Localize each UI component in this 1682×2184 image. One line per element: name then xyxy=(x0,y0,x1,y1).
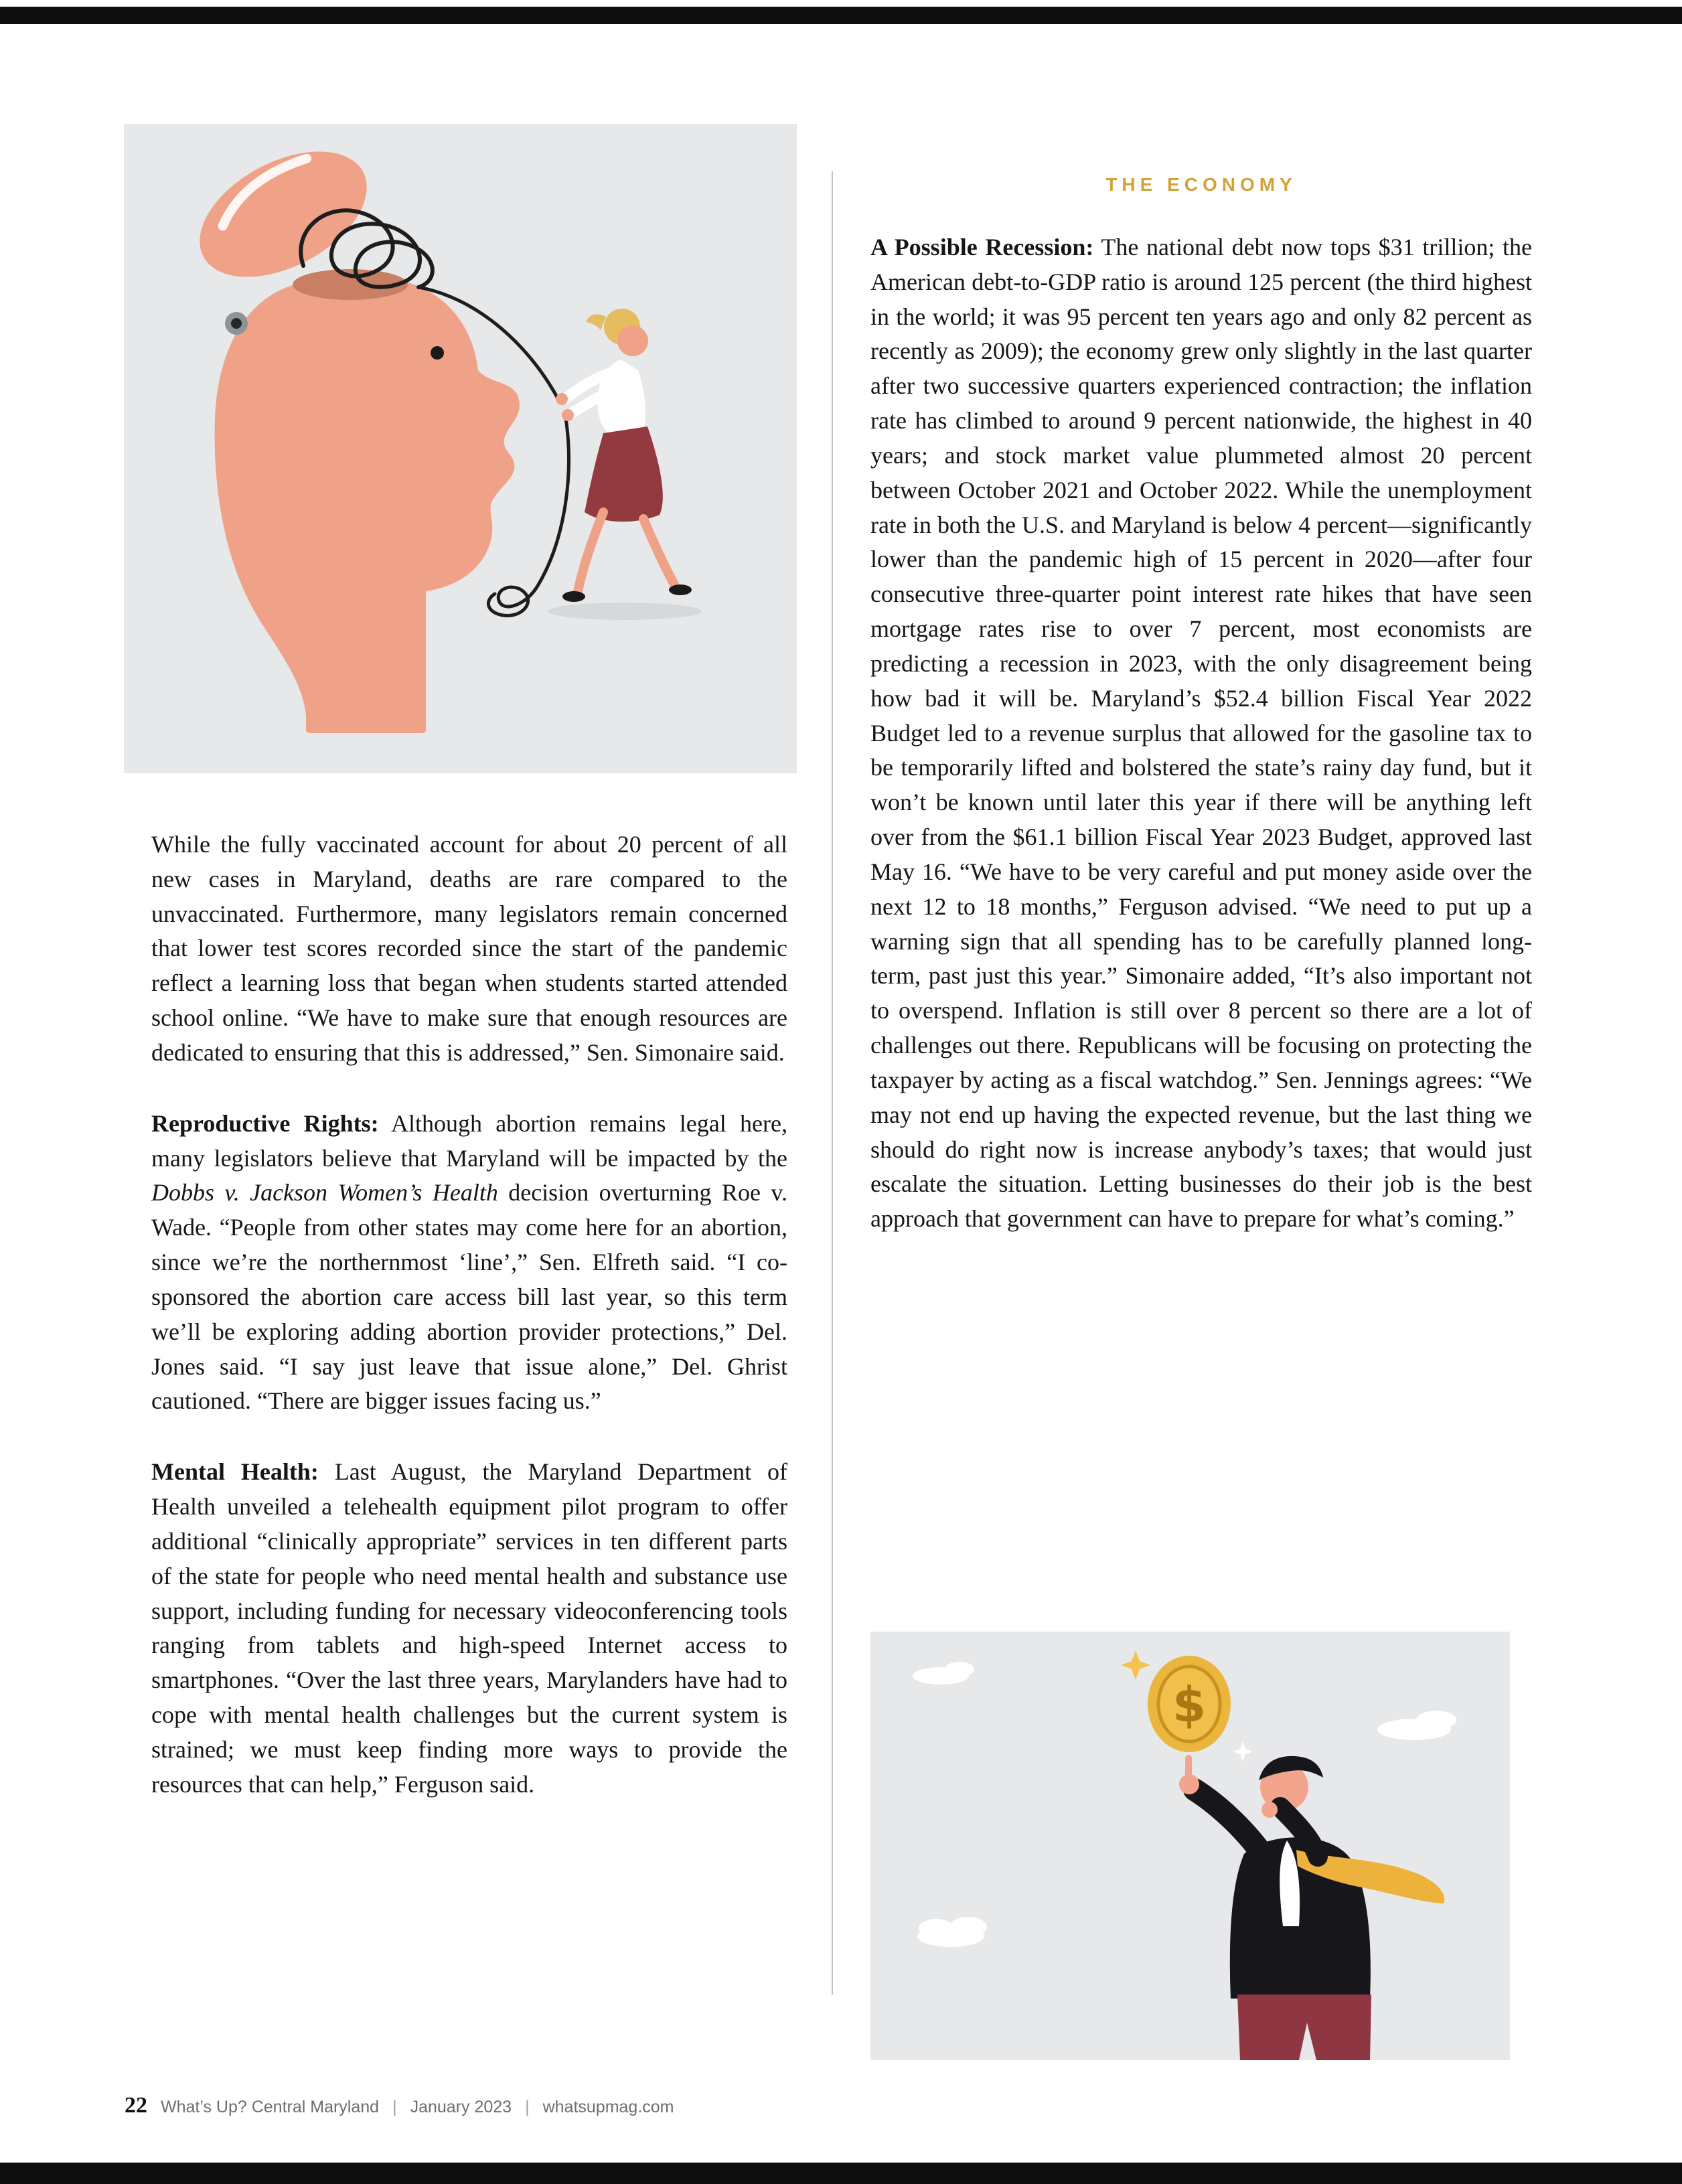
eye-icon xyxy=(431,346,444,360)
tangled-mind-illustration xyxy=(124,124,797,773)
paragraph-text: Although abortion remains legal here, many legislators believe that Maryland will be impacted by the xyxy=(151,1109,788,1172)
page-number: 22 xyxy=(125,2093,147,2118)
coin-balance-illustration xyxy=(870,1632,1510,2060)
issue-date: January 2023 xyxy=(410,2098,512,2116)
paragraph-text: While the fully vaccinated account for about 20 percent of all new cases in Maryland, deaths are rare compared to the unvaccinated. Furthermore, many legislators remain concerned that lower test scores recorded since the start of the pandemic reflect a learning loss that began when students started attended school online. “We have to make sure that enough resources are dedicated to ensuring that this is addressed,” Sen. Simonaire said. xyxy=(151,831,787,1066)
paragraph-lead: Mental Health: xyxy=(151,1458,319,1486)
left-column xyxy=(151,828,787,1839)
footer-separator: | xyxy=(392,2098,397,2116)
magazine-name: What’s Up? Central Maryland xyxy=(161,2098,380,2116)
footer-separator: | xyxy=(525,2098,530,2116)
paragraph-lead: Reproductive Rights: xyxy=(151,1109,379,1137)
paragraph-recession xyxy=(870,230,1532,1237)
paragraph-mental-health xyxy=(151,1455,787,1802)
section-heading-economy: THE ECONOMY xyxy=(1105,174,1297,195)
woman-shadow xyxy=(548,603,702,620)
hinge-icon xyxy=(225,312,248,335)
coin-balance-svg xyxy=(870,1632,1510,2060)
column-divider xyxy=(832,171,833,1995)
court-case-italic: Dobbs v. Jackson Women’s Health xyxy=(151,1179,498,1206)
paragraph-text: decision overturning Roe v. Wade. “People from other states may come here for an abortion, since we’re the northernmost ‘line’,” Sen. Elfreth said. “I co-sponsored the abortion care access bill last year, so this term we’ll be exploring adding abortion provider protections,” Del. Jones said. “I say just leave that issue alone,” Del. Ghrist cautioned. “There are bigger issues facing us.” xyxy=(151,1179,787,1415)
page-footer xyxy=(125,2093,1557,2118)
paragraph-reproductive-rights xyxy=(151,1107,787,1419)
paragraph-lead: A Possible Recession: xyxy=(870,234,1094,260)
paragraph-text: The national debt now tops $31 trillion; the American debt-to-GDP ratio is around 125 percent (the third highest in the world; it was 95 percent ten years ago and only 82 percent as recently as 2009); the economy grew only slightly in the last quarter after two successive quarters experienced contraction; the inflation rate has climbed to around 9 percent nationwide, the highest in 40 years; and stock market value plummeted almost 20 percent between October 2021 and October 2022. While the unemployment rate in both the U.S. and Maryland is below 4 percent—significantly lower than the pandemic high of 15 percent in 2020—after four consecutive three-quarter point interest rate hikes that have seen mortgage rates rise to over 7 percent, most economists are predicting a recession in 2023, with the only disagreement being how bad it will be. Maryland’s $52.4 billion Fiscal Year 2022 Budget led to a revenue surplus that allowed for the gasoline tax to be temporarily lifted and bolstered the state’s rainy day fund, but it won’t be known until later this year if there will be anything left over from the $61.1 billion Fiscal Year 2023 Budget, approved last May 16. “We have to be very careful and put money aside over the next 12 to 18 months,” Ferguson advised. “We need to put up a warning sign that all spending has to be carefully planned long-term, past just this year.” Simonaire added, “It’s also important not to overspend. Inflation is still over 8 percent so there are a lot of challenges out there. Republicans will be focusing on protecting the taxpayer by acting as a fiscal watchdog.” Sen. Jennings agrees: “We may not end up having the expected revenue, but the last thing we should do right now is increase anybody’s taxes; that would just escalate the situation. Letting businesses do their job is the best approach that government can have to prepare for what’s coming.” xyxy=(870,234,1532,1233)
dollar-sign: $ xyxy=(1172,1676,1207,1733)
website-url: whatsupmag.com xyxy=(542,2098,674,2116)
right-column xyxy=(870,230,1532,1237)
paragraph-text: Last August, the Maryland Department of Health unveiled a telehealth equipment pilot program to offer additional “clinically appropriate” services in ten different parts of the state for people who need mental health and substance use support, including funding for necessary videoconferencing tools ranging from tablets and high-speed Internet access to smartphones. “Over the last three years, Marylanders have had to cope with mental health challenges but the current system is strained; we must keep finding more ways to provide the resources that can help,” Ferguson said. xyxy=(151,1458,788,1798)
paragraph-vaccination xyxy=(151,828,787,1071)
bottom-black-bar xyxy=(0,2163,1682,2184)
top-black-bar xyxy=(0,7,1682,24)
tangled-mind-svg xyxy=(124,124,797,773)
